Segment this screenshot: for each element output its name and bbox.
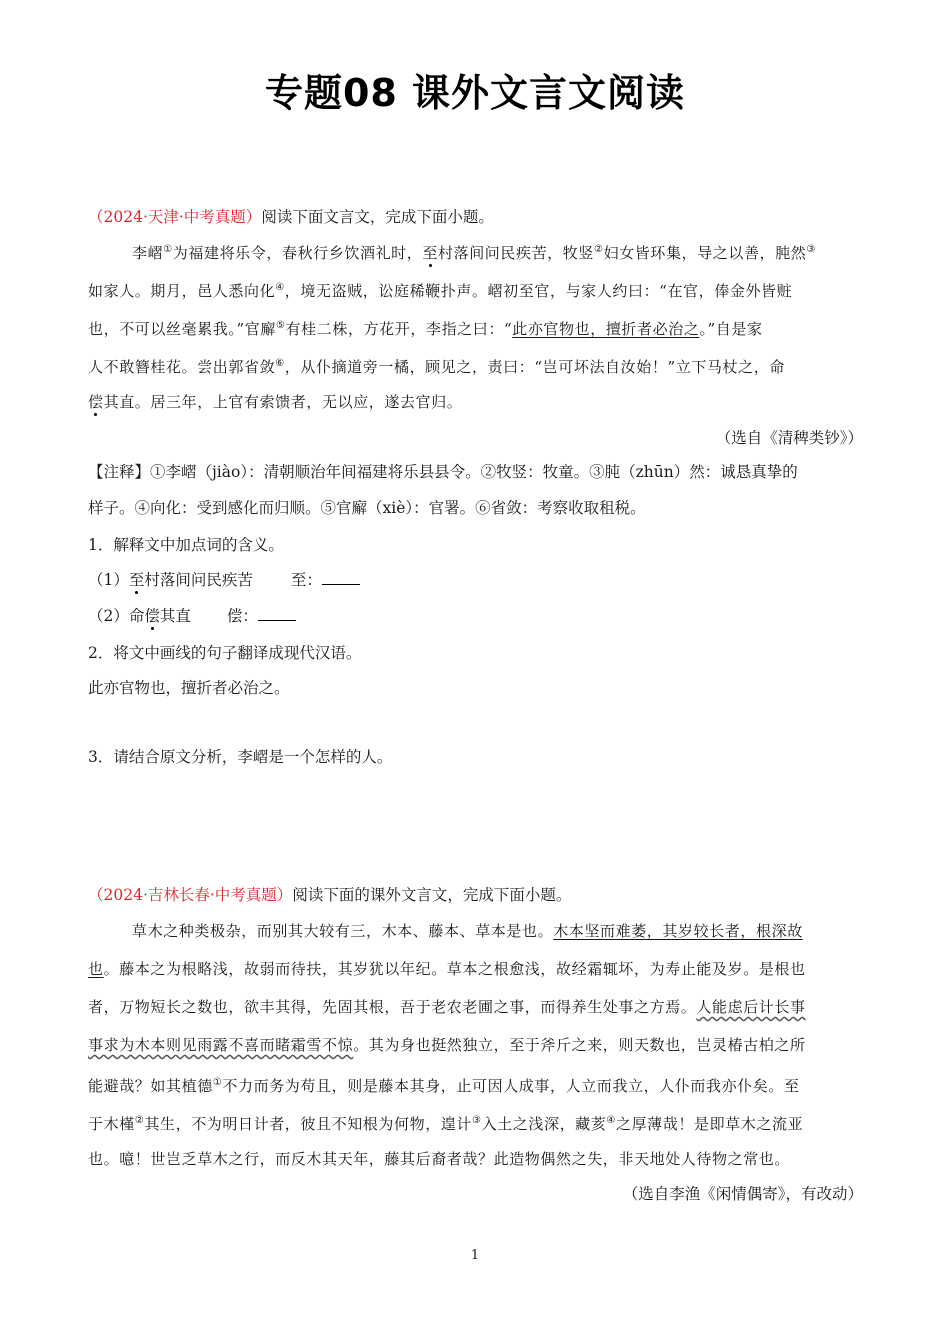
dotted-word: 至 bbox=[128, 571, 145, 589]
note-marker: ② bbox=[594, 244, 604, 255]
note-marker: ① bbox=[212, 1077, 223, 1088]
wavy-underlined-sentence: 人能虑后计长事 bbox=[696, 998, 806, 1016]
answer-blank[interactable] bbox=[258, 606, 296, 621]
note-marker: ⑥ bbox=[275, 358, 285, 369]
underlined-sentence: 也 bbox=[88, 960, 104, 978]
page-title: 专题08 课外文言文阅读 bbox=[264, 71, 686, 115]
question-1: 1．解释文中加点词的含义。 bbox=[88, 536, 284, 554]
page-number: 1 bbox=[470, 1248, 480, 1263]
note-marker: ② bbox=[134, 1115, 145, 1126]
note-marker: ① bbox=[163, 244, 173, 255]
passage1-line-3: 也，不可以丝毫累我。”官廨⑤有桂二株，方花开，李指之曰：“此亦官物也，擅折者必治之。”自是家 bbox=[88, 320, 763, 338]
question-1-item-2: （2）命偿其直 偿： bbox=[88, 606, 863, 626]
section2-instruction: 阅读下面的课外文言文，完成下面小题。 bbox=[292, 886, 572, 904]
wavy-underlined-sentence: 事求为木本则见雨露不喜而睹霜雪不惊 bbox=[88, 1036, 354, 1054]
section1-instruction: 阅读下面文言文，完成下面小题。 bbox=[261, 208, 494, 226]
passage1-line-5: 偿其直。居三年，上官有索馈者，无以应，遂去官归。 bbox=[88, 393, 463, 411]
section2-citation: （选自李渔《闲情偶寄》，有改动） bbox=[622, 1185, 863, 1203]
answer-blank[interactable] bbox=[322, 570, 360, 585]
dotted-word: 至 bbox=[422, 244, 438, 262]
dotted-word: 偿 bbox=[144, 607, 160, 625]
note-marker: ③ bbox=[806, 244, 816, 255]
question-1-item-1: （1）至村落间问民疾苦 至： bbox=[88, 570, 863, 590]
note-marker: ④ bbox=[606, 1115, 616, 1126]
passage1-line-2: 如家人。期月，邑人悉向化④，境无盗贼，讼庭稀鞭扑声。嶍初至官，与家人约曰：“在官，俸金外皆赃 bbox=[88, 282, 793, 300]
section1-source: （2024·天津·中考真题） bbox=[88, 208, 262, 226]
note-marker: ③ bbox=[472, 1115, 482, 1126]
dotted-word: 偿 bbox=[88, 393, 104, 411]
section1-citation: （选自《清稗类钞》） bbox=[715, 429, 863, 447]
passage1-line-1: 李嶍①为福建将乐令，春秋行乡饮酒礼时，至村落间问民疾苦，牧竖②妇女皆环集，导之以善，肫然③ bbox=[132, 244, 816, 262]
passage2-line-3: 者，万物短长之数也，欲丰其得，先固其根，吾于老农老圃之事，而得养生处事之方焉。人能虑后计长事 bbox=[88, 998, 806, 1016]
passage2-line-1: 草木之种类极杂，而别其大较有三，木本、藤本、草本是也。木本坚而难萎，其岁较长者，根深故 bbox=[132, 922, 803, 940]
note-marker: ⑤ bbox=[275, 320, 286, 331]
passage2-line-7: 也。噫！世岂乏草木之行，而反木其天年，藤其后裔者哉？此造物偶然之失，非天地处人待物之常也。 bbox=[88, 1150, 791, 1168]
underlined-sentence: 木本坚而难萎，其岁较长者，根深故 bbox=[553, 922, 803, 940]
passage1-line-4: 人不敢簪桂花。尝出郭省敛⑥，从仆摘道旁一橘，顾见之，责曰：“岂可坏法自汝始！”立下马杖之，命 bbox=[88, 358, 785, 376]
section2-source: （2024·吉林长春·中考真题） bbox=[88, 886, 293, 904]
passage2-line-4: 事求为木本则见雨露不喜而睹霜雪不惊。其为身也挺然独立，至于斧斤之来，则天数也，岂灵椿古柏之所 bbox=[88, 1036, 806, 1054]
underlined-sentence: 此亦官物也，擅折者必治之 bbox=[512, 320, 700, 338]
notes-line-1: 【注释】①李嶍（jiào）：清朝顺治年间福建将乐县县令。②牧竖：牧童。③肫（zhūn）然：诚恳真挚的 bbox=[88, 463, 798, 481]
passage2-line-2: 也。藤本之为根略浅，故弱而待扶，其岁犹以年纪。草本之根愈浅，故经霜辄坏，为寿止能及岁。是根也 bbox=[88, 960, 806, 978]
section2-header bbox=[88, 885, 863, 905]
section1-header bbox=[88, 207, 863, 227]
question-3: 3．请结合原文分析，李嶍是一个怎样的人。 bbox=[88, 748, 393, 766]
note-marker: ④ bbox=[275, 282, 285, 293]
notes-line-2: 样子。④向化：受到感化而归顺。⑤官廨（xiè）：官署。⑥省敛：考察收取租税。 bbox=[88, 499, 646, 517]
question-2-sentence: 此亦官物也，擅折者必治之。 bbox=[88, 679, 290, 697]
passage2-line-6: 于木槿②其生，不为明日计者，彼且不知根为何物，遑计③入土之浅深，藏荄④之厚薄哉！是即草木之流亚 bbox=[88, 1115, 804, 1133]
question-2: 2．将文中画线的句子翻译成现代汉语。 bbox=[88, 644, 362, 662]
passage2-line-5: 能避哉？如其植德①不力而务为苟且，则是藤本其身，止可因人成事，人立而我立，人仆而我亦仆矣。至 bbox=[88, 1077, 800, 1095]
